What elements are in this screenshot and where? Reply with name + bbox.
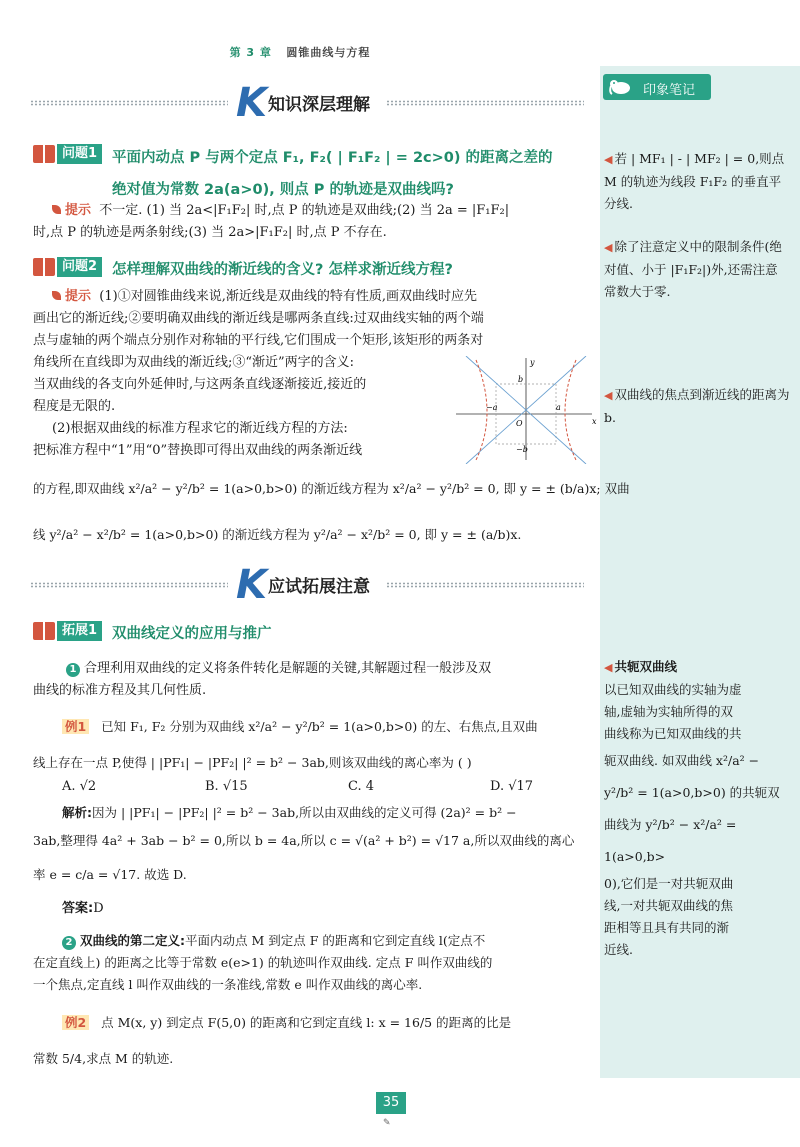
hint-text: 当双曲线的各支向外延伸时,与这两条直线逐渐接近,接近的 (33, 377, 367, 392)
book-icon (33, 145, 55, 163)
extension-label: 拓展1 (57, 621, 102, 641)
chapter-number: 第 3 章 (229, 46, 272, 59)
hyperbola-graph (452, 356, 600, 464)
option-b: B. √15 (205, 779, 248, 794)
conjugate-line: 近线. (604, 942, 633, 957)
conjugate-title: 共轭双曲线 (614, 659, 677, 674)
hint-label: 提示 (65, 203, 92, 218)
sidebar-header (603, 74, 711, 100)
triangle-marker-icon: ◀ (604, 661, 613, 674)
example-line (62, 716, 538, 738)
answer-value: D (93, 901, 104, 916)
chapter-header (0, 44, 600, 60)
example-label: 例1 (62, 719, 89, 734)
tick-label-a: a (556, 403, 561, 412)
tick-label-neg-a: −a (486, 403, 498, 412)
hint-text: 程度是无限的. (33, 399, 116, 414)
section-knowledge (30, 80, 590, 126)
conjugate-line: 曲线称为已知双曲线的共 (604, 726, 742, 741)
option-d: D. √17 (490, 779, 534, 794)
hint-line (52, 200, 509, 222)
tick-label-b: b (518, 375, 524, 384)
question-label: 问题1 (57, 144, 102, 164)
hint-text: 把标准方程中“1”用“0”替换即可得出双曲线的两条渐近线 (33, 443, 363, 458)
hint-text: 的方程,即双曲线 x²/a² − y²/b² = 1(a>0,b>0) 的渐近线方程为 x²/a² − y²/b² = 0, 即 y = ± (b/a)x; 双曲 (33, 481, 630, 496)
side-note-text: 除了注意定义中的限制条件(绝对值、小于 |F₁F₂|)外,还需注意常数大于零. (604, 239, 782, 299)
axis-label-y: y (530, 358, 535, 367)
conjugate-title-line (604, 656, 790, 679)
dotted-rule (30, 100, 228, 106)
example-text: 点 M(x, y) 到定点 F(5,0) 的距离和它到定直线 l: x = 16/5 的距离的比是 (101, 1015, 512, 1030)
hint-text: 角线所在直线即为双曲线的渐近线;③“渐近”两字的含义: (33, 355, 355, 370)
origin-label: O (516, 419, 523, 428)
hint-text: 线 y²/a² − x²/b² = 1(a>0,b>0) 的渐近线方程为 y²/a² − x²/b² = 0, 即 y = ± (a/b)x. (33, 527, 522, 542)
point-text: 平面内动点 M 到定点 F 的距离和它到定直线 l(定点不 (185, 933, 486, 948)
conjugate-note (604, 656, 790, 961)
hint-text: (1)①对圆锥曲线来说,渐近线是双曲线的特有性质,画双曲线时应先 (99, 289, 477, 304)
point-text: 在定直线上) 的距离之比等于常数 e(e>1) 的轨迹叫作双曲线. 定点 F 叫作双曲线的 (33, 955, 493, 970)
hint-text: 时,点 P 的轨迹是两条射线;(3) 当 2a>|F₁F₂| 时,点 P 不存在. (33, 225, 387, 240)
tick-label-neg-b: −b (516, 445, 528, 454)
question-text: 绝对值为常数 2a(a>0), 则点 P 的轨迹是双曲线吗? (112, 182, 454, 198)
point-number: 1 (66, 663, 80, 677)
conjugate-line: y²/b² = 1(a>0,b>0) 的共轭双 (604, 785, 780, 800)
hint-line (52, 286, 477, 308)
example-text: 线上存在一点 P,使得 | |PF₁| − |PF₂| |² = b² − 3ab,则该双曲线的离心率为 ( ) (33, 755, 472, 770)
k-logo: K (236, 80, 267, 126)
question-text: 怎样理解双曲线的渐近线的含义? 怎样求渐近线方程? (112, 262, 453, 278)
point-number: 2 (62, 936, 76, 950)
conjugate-line: 曲线为 y²/b² − x²/a² = 1(a>0,b> (604, 817, 737, 864)
answer-label: 答案: (62, 901, 94, 916)
leaf-icon (52, 291, 61, 300)
book-icon (33, 622, 55, 640)
point-text: 曲线的标准方程及其几何性质. (33, 683, 207, 698)
example-label: 例2 (62, 1015, 89, 1030)
leaf-icon (52, 205, 61, 214)
conjugate-line: 轴,虚轴为实轴所得的双 (604, 704, 733, 719)
question-label: 问题2 (57, 257, 102, 277)
point-text: 合理利用双曲线的定义将条件转化是解题的关键,其解题过程一般涉及双 (84, 661, 492, 676)
point-line (66, 658, 491, 680)
solution-text: 因为 | |PF₁| − |PF₂| |² = b² − 3ab,所以由双曲线的定义可得 (2a)² = b² − (92, 805, 517, 820)
solution-text: 3ab,整理得 4a² + 3ab − b² = 0,所以 b = 4a,所以 c = √(a² + b²) = √17 a,所以双曲线的离心 (33, 833, 575, 848)
conjugate-line: 轭双曲线. 如双曲线 x²/a² − (604, 753, 760, 768)
side-note (604, 384, 790, 429)
side-note-text: 若 | MF₁ | - | MF₂ | = 0,则点 M 的轨迹为线段 F₁F₂ 的垂直平分线. (604, 151, 785, 211)
conjugate-line: 距相等且具有共同的渐 (604, 920, 730, 935)
hint-text: 点与虚轴的两个端点分别作对称轴的平行线,它们围成一个矩形,该矩形的两条对 (33, 333, 484, 348)
extension-title: 双曲线定义的应用与推广 (112, 626, 272, 642)
k-logo: K (236, 562, 267, 608)
sidebar-title: 印象笔记 (643, 83, 696, 98)
triangle-marker-icon: ◀ (604, 153, 613, 166)
conjugate-line: 0),它们是一对共轭双曲 (604, 876, 734, 891)
side-note (604, 148, 790, 215)
section-exam (30, 562, 590, 608)
question-text: 平面内动点 P 与两个定点 F₁, F₂( | F₁F₂ | = 2c>0) 的距离之差的 (112, 150, 553, 166)
dotted-rule (386, 582, 584, 588)
example-text: 常数 5/4,求点 M 的轨迹. (33, 1051, 174, 1066)
conjugate-line: 以已知双曲线的实轴为虚 (604, 682, 742, 697)
answer-line (62, 898, 104, 920)
point-line (62, 930, 485, 952)
elephant-logo-icon (608, 78, 632, 96)
hint-text: (2)根据双曲线的标准方程求它的渐近线方程的方法: (52, 421, 348, 436)
option-a: A. √2 (62, 779, 97, 794)
axis-label-x: x (592, 417, 597, 426)
dotted-rule (386, 100, 584, 106)
side-note-text: 双曲线的焦点到渐近线的距离为 b. (604, 387, 790, 425)
solution-text: 率 e = c/a = √17. 故选 D. (33, 867, 187, 882)
hint-text: 画出它的渐近线;②要明确双曲线的渐近线是哪两条直线:过双曲线实轴的两个端 (33, 311, 484, 326)
section-title: 应试拓展注意 (268, 577, 370, 597)
triangle-marker-icon: ◀ (604, 389, 613, 402)
side-note (604, 236, 790, 303)
solution-label: 解析: (62, 805, 92, 820)
option-c: C. 4 (348, 779, 375, 794)
page-decoration-icon: ✎ (383, 1118, 391, 1128)
book-icon (33, 258, 55, 276)
hyperbola-right-branch (565, 360, 576, 460)
hint-text: 不一定. (1) 当 2a<|F₁F₂| 时,点 P 的轨迹是双曲线;(2) 当 2a = |F₁F₂| (99, 203, 510, 218)
point-title: 双曲线的第二定义: (80, 933, 185, 948)
example-text: 已知 F₁, F₂ 分别为双曲线 x²/a² − y²/b² = 1(a>0,b>0) 的左、右焦点,且双曲 (101, 719, 538, 734)
point-text: 一个焦点,定直线 l 叫作双曲线的一条准线,常数 e 叫作双曲线的离心率. (33, 977, 423, 992)
solution-line (62, 802, 517, 824)
page-number: 35 (376, 1092, 406, 1114)
section-title: 知识深层理解 (268, 95, 370, 115)
chapter-name: 圆锥曲线与方程 (286, 46, 371, 59)
hint-label: 提示 (65, 289, 92, 304)
triangle-marker-icon: ◀ (604, 241, 613, 254)
dotted-rule (30, 582, 228, 588)
example-line (62, 1012, 511, 1034)
conjugate-line: 线,一对共轭双曲线的焦 (604, 898, 733, 913)
